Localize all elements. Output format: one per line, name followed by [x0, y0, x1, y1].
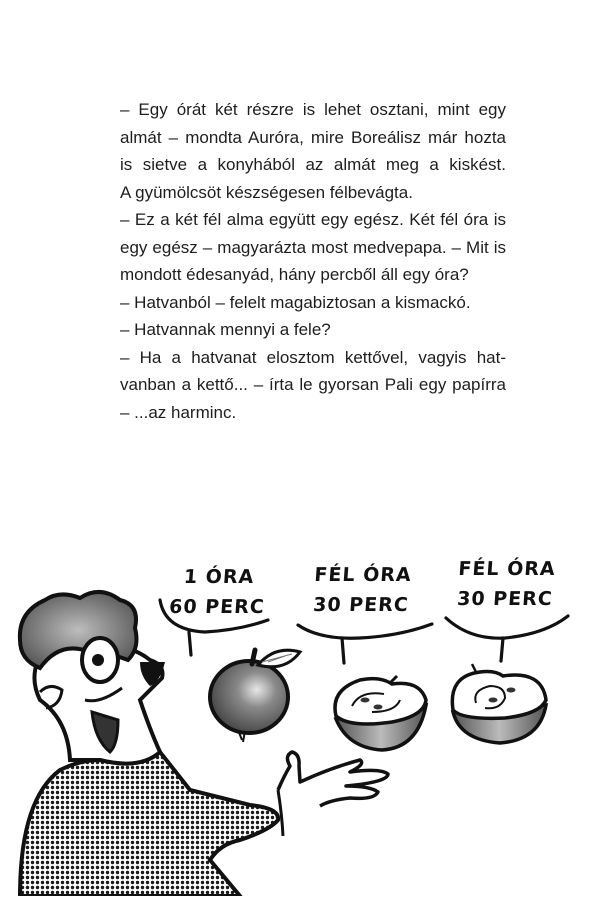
body-text	[120, 96, 506, 426]
label-line-1: FÉL ÓRA	[313, 564, 413, 586]
half-apple-icon-2	[452, 664, 546, 743]
text-line: – ...az harminc.	[120, 402, 237, 422]
text-line: is sietve a konyhából az almát meg a kiskést.	[120, 155, 506, 174]
paragraph-3	[120, 289, 506, 317]
label-half-hour-2	[444, 554, 568, 614]
half-apple-icon-1	[335, 676, 426, 750]
paragraph-1	[120, 96, 506, 206]
text-line: mondott édesanyád, hány percből áll egy óra?	[120, 265, 469, 284]
label-line-2: 60 PERC	[168, 596, 266, 618]
bracket-2	[298, 624, 432, 663]
label-whole-hour	[166, 562, 270, 622]
label-line-1: 1 ÓRA	[183, 566, 255, 588]
label-line-2: 30 PERC	[456, 588, 554, 610]
paragraph-2	[120, 206, 506, 289]
label-line-2: 30 PERC	[312, 594, 410, 616]
paragraph-5	[120, 344, 506, 427]
text-line: – Ha a hatvanat elosztom kettővel, vagyis hat-	[120, 347, 506, 367]
whole-apple-icon	[210, 650, 300, 742]
text-line: – Egy órát két részre is lehet osztani, mint egy	[120, 100, 506, 119]
paragraph-4	[120, 316, 506, 344]
text-line: – Hatvannak mennyi a fele?	[120, 320, 331, 339]
text-line: – Hatvanból – felelt magabiztosan a kismackó.	[120, 292, 471, 312]
text-line: A gyümölcsöt készségesen félbevágta.	[120, 182, 413, 202]
label-half-hour-1	[300, 560, 424, 620]
text-line: – Ez a két fél alma együtt egy egész. Két fél óra is	[120, 210, 506, 229]
label-line-1: FÉL ÓRA	[457, 558, 557, 580]
illustration	[0, 540, 600, 896]
text-line: egy egész – magyarázta most medvepapa. – Mit is	[120, 237, 506, 257]
bracket-3	[446, 616, 568, 661]
text-line: almát – mondta Auróra, mire Boreálisz már hozta	[120, 127, 506, 147]
text-line: vanban a kettő... – írta le gyorsan Pali egy papírra	[120, 375, 506, 394]
